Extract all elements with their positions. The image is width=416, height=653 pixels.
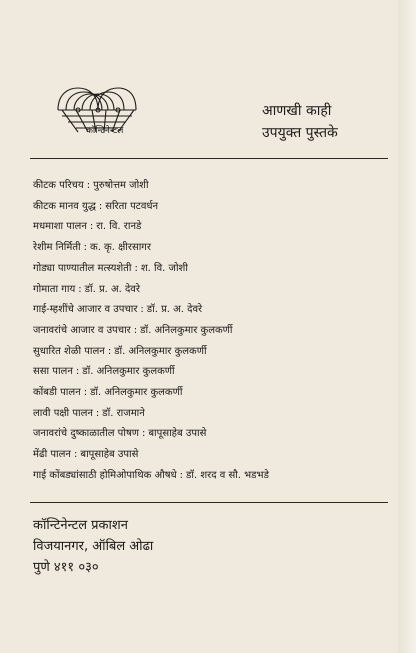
list-item: जनावरांचे आजार व उपचार : डॉ. अनिलकुमार कुलकर्णी bbox=[33, 324, 233, 336]
header-block bbox=[262, 102, 338, 142]
list-item: मेंढी पालन : बापूसाहेब उपासे bbox=[33, 449, 139, 461]
list-item: गाई-म्हशींचे आजार व उपचार : डॉ. प्र. अ. देवरे bbox=[33, 304, 203, 316]
list-item: जनावरांचे दुष्काळातील पोषण : बापूसाहेब उपासे bbox=[33, 428, 207, 440]
spine-edge bbox=[398, 0, 416, 653]
list-item: कीटक मानव युद्ध : सरिता पटवर्धन bbox=[33, 200, 159, 212]
logo-caption: कॉन्टिनेन्टल bbox=[86, 126, 124, 136]
list-item: सुधारित शेळी पालन : डॉ. अनिलकुमार कुलकर्णी bbox=[33, 345, 207, 357]
list-item: कीटक परिचय : पुरुषोत्तम जोशी bbox=[33, 180, 149, 191]
list-item: गोड्या पाण्यातील मत्स्यशेती : श. वि. जोशी bbox=[33, 262, 188, 274]
list-item: कोंबडी पालन : डॉ. अनिलकुमार कुलकर्णी bbox=[33, 387, 183, 399]
publisher-name: कॉन्टिनेन्टल प्रकाशन bbox=[33, 518, 128, 533]
list-item: रेशीम निर्मिती : क. कृ. क्षीरसागर bbox=[33, 242, 152, 254]
bottom-divider bbox=[30, 502, 388, 503]
publisher-address: विजयानगर, ऑबिल ओढा bbox=[33, 539, 154, 554]
publisher-block bbox=[33, 515, 153, 578]
list-item: ससा पालन : डॉ. अनिलकुमार कुलकर्णी bbox=[33, 366, 175, 378]
publisher-city: पुणे ४११ ०३० bbox=[33, 560, 99, 575]
top-divider bbox=[30, 158, 388, 159]
list-item: मधमाशा पालन : रा. वि. रानडे bbox=[33, 221, 142, 233]
header-line-2: उपयुक्त पुस्तके bbox=[262, 125, 338, 141]
list-item: गोमाता गाय : डॉ. प्र. अ. देवरे bbox=[33, 283, 140, 295]
list-item: लावी पक्षी पालन : डॉ. राजमाने bbox=[33, 407, 145, 419]
list-item: गाई कोंबड्यांसाठी होमिओपाथिक औषधे : डॉ. शरद व सौ. भडभडे bbox=[33, 469, 269, 481]
book-list bbox=[33, 176, 393, 487]
header-line-1: आणखी काही bbox=[262, 103, 332, 119]
